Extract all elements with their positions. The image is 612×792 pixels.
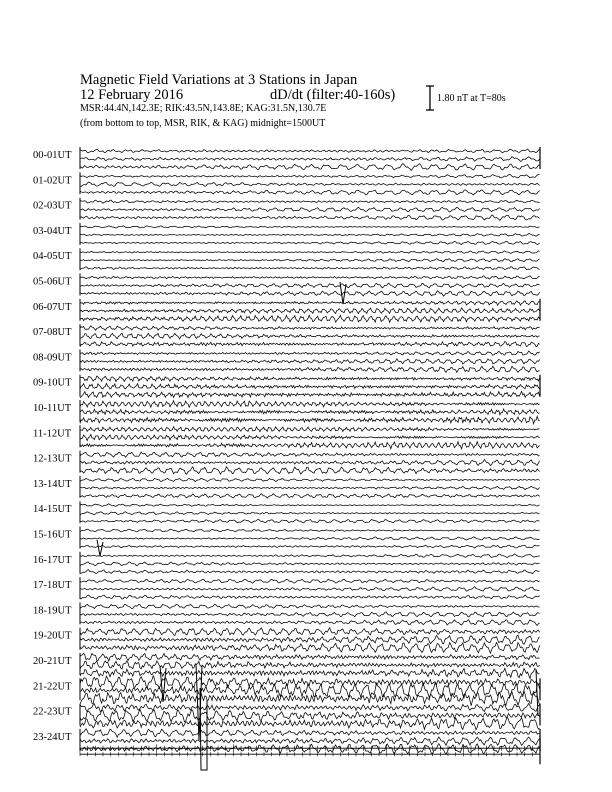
- scale-bar-mark: [426, 86, 434, 110]
- trace-msr: [80, 301, 540, 305]
- trace-msr: [80, 452, 540, 457]
- trace-kag: [80, 668, 540, 678]
- trace-rik: [80, 207, 540, 212]
- hour-label: 22-23UT: [33, 706, 72, 718]
- trace-msr: [80, 504, 540, 506]
- trace-kag: [80, 643, 540, 654]
- hour-label: 11-12UT: [33, 428, 72, 440]
- trace-msr: [80, 251, 540, 254]
- hour-label: 21-22UT: [33, 681, 72, 693]
- trace-rik: [80, 157, 540, 162]
- hour-label: 06-07UT: [33, 301, 72, 313]
- hour-label: 10-11UT: [33, 403, 72, 414]
- trace-kag: [80, 416, 540, 423]
- trace-msr: [80, 653, 540, 661]
- hour-label: 23-24UT: [33, 731, 72, 743]
- trace-rik: [80, 486, 540, 490]
- trace-kag: [80, 391, 540, 397]
- trace-rik: [80, 308, 540, 314]
- trace-kag: [80, 291, 540, 296]
- hour-label: 04-05UT: [33, 251, 72, 263]
- trace-kag: [80, 267, 540, 270]
- hour-label: 19-20UT: [33, 630, 72, 642]
- trace-kag: [80, 366, 540, 372]
- trace-msr: [80, 427, 540, 432]
- trace-kag: [80, 164, 540, 171]
- trace-kag: [80, 494, 540, 498]
- trace-rik: [80, 359, 540, 364]
- hour-label: 05-06UT: [33, 276, 72, 288]
- scale-bar-label: 1.80 nT at T=80s: [437, 93, 506, 104]
- trace-msr: [80, 174, 540, 177]
- hour-label: 13-14UT: [33, 478, 72, 490]
- spike-feature: [97, 540, 103, 556]
- trace-msr: [80, 376, 540, 382]
- trace-rik: [80, 737, 540, 745]
- trace-kag: [80, 595, 540, 599]
- trace-rik: [80, 661, 540, 669]
- hour-label: 18-19UT: [33, 605, 72, 617]
- hour-label: 02-03UT: [33, 200, 72, 212]
- hour-label: 03-04UT: [33, 225, 72, 237]
- trace-msr: [80, 628, 540, 636]
- trace-kag: [80, 215, 540, 220]
- trace-rik: [80, 383, 540, 389]
- trace-rik: [80, 333, 540, 339]
- hour-label: 14-15UT: [33, 504, 72, 516]
- trace-rik: [80, 682, 540, 697]
- trace-rik: [80, 635, 540, 644]
- hour-label: 09-10UT: [33, 377, 72, 389]
- trace-msr: [80, 226, 540, 228]
- trace-msr: [80, 200, 540, 203]
- trace-kag: [80, 570, 540, 574]
- trace-rik: [80, 612, 540, 617]
- trace-kag: [80, 315, 540, 322]
- chart-date: 12 February 2016: [80, 87, 184, 103]
- traces: [80, 147, 540, 754]
- trace-rik: [80, 537, 540, 540]
- trace-msr: [80, 529, 540, 532]
- trace-msr: [80, 326, 540, 331]
- trace-rik: [80, 182, 540, 186]
- hour-label: 15-16UT: [33, 529, 72, 541]
- trace-msr: [80, 478, 540, 481]
- trace-rik: [80, 562, 540, 566]
- trace-kag: [80, 342, 540, 347]
- trace-rik: [80, 460, 540, 466]
- trace-rik: [80, 409, 540, 415]
- hour-labels: [33, 150, 72, 743]
- trace-msr: [80, 604, 540, 608]
- spike-features: [97, 282, 538, 770]
- hour-label: 12-13UT: [33, 453, 72, 465]
- trace-msr: [80, 351, 540, 355]
- trace-rik: [80, 709, 540, 721]
- trace-msr: [80, 401, 540, 408]
- trace-rik: [80, 283, 540, 288]
- trace-rik: [80, 259, 540, 262]
- scale-bar: [426, 86, 434, 110]
- hour-label: 08-09UT: [33, 352, 72, 364]
- chart-mode: dD/dt (filter:40-160s): [270, 87, 396, 103]
- trace-kag: [80, 241, 540, 244]
- trace-kag: [80, 442, 540, 449]
- trace-msr: [80, 149, 540, 153]
- station-order-note: (from bottom to top, MSR, RIK, & KAG) midnight=1500UT: [80, 118, 326, 129]
- chart-title: Magnetic Field Variations at 3 Stations in Japan: [80, 72, 358, 88]
- hour-label: 20-21UT: [33, 656, 72, 667]
- trace-rik: [80, 435, 540, 441]
- trace-kag: [80, 620, 540, 626]
- spike-feature: [196, 664, 202, 740]
- hour-label: 00-01UT: [33, 150, 72, 161]
- trace-rik: [80, 512, 540, 515]
- hour-label: 16-17UT: [33, 554, 72, 566]
- trace-kag: [80, 545, 540, 548]
- trace-msr: [80, 729, 540, 737]
- hour-label: 17-18UT: [33, 580, 72, 592]
- trace-kag: [80, 467, 540, 474]
- trace-kag: [80, 519, 540, 522]
- trace-kag: [80, 190, 540, 195]
- trace-msr: [80, 276, 540, 279]
- trace-kag: [80, 717, 540, 730]
- hour-label: 07-08UT: [33, 327, 72, 339]
- trace-msr: [80, 579, 540, 583]
- hour-label: 01-02UT: [33, 175, 72, 187]
- trace-kag: [80, 691, 540, 706]
- station-coordinates: MSR:44.4N,142.3E; RIK:43.5N,143.8E; KAG:31.5N,130.7E: [80, 103, 327, 114]
- trace-rik: [80, 587, 540, 591]
- trace-msr: [80, 554, 540, 558]
- trace-rik: [80, 233, 540, 236]
